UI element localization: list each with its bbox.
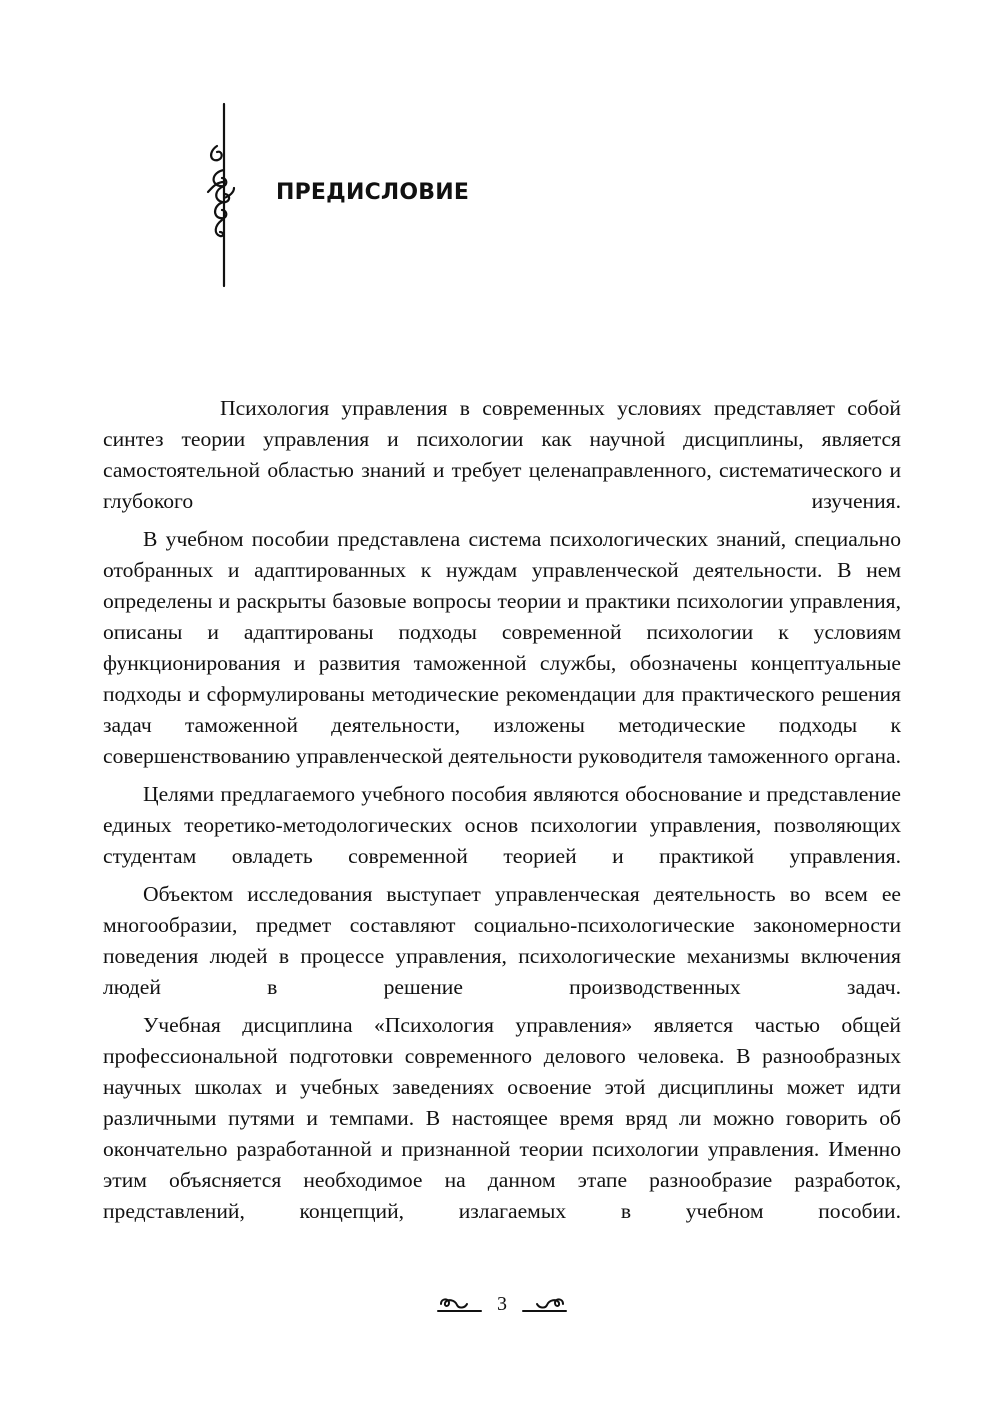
paragraph: Психология управления в современных условиях представляет собой синтез теории управления и психологии как научной дисциплины, является самостоятельной областью знаний и требует целенаправленного, систематического и глубокого изучения. bbox=[103, 396, 901, 513]
paragraph: Учебная дисциплина «Психология управления» является частью общей профессиональной подготовки современного делового человека. В разнообразных научных школах и учебных заведениях освоение этой дисциплины может идти различными путями и темпами. В настоящее время вряд ли можно говорить об окончательно разработанной и признанной теории психологии управления. Именно этим объясняется необходимое на данном этапе разнообразие разработок, представлений, концепций, излагаемых в учебном пособии. bbox=[103, 1013, 901, 1223]
flourish-left-icon bbox=[435, 1294, 483, 1314]
vertical-scroll-ornament-icon bbox=[200, 100, 244, 290]
page-title: ПРЕДИСЛОВИЕ bbox=[276, 180, 470, 205]
paragraph: Объектом исследования выступает управленческая деятельность во всем ее многообразии, предмет составляют социально-психологические закономерности поведения людей в процессе управления, психологические механизмы включения людей в решение производственных задач. bbox=[103, 882, 901, 999]
body-text bbox=[103, 393, 901, 1234]
paragraph: В учебном пособии представлена система психологических знаний, специально отобранных и адаптированных к нуждам управленческой деятельности. В нем определены и раскрыты базовые вопросы теории и практики психологии управления, описаны и адаптированы подходы современной психологии к условиям функционирования и развития таможенной службы, обозначены концептуальные подходы и сформулированы методические рекомендации для практического решения задач таможенной деятельности, изложены методические подходы к совершенствованию управленческой деятельности руководителя таможенного органа. bbox=[103, 527, 901, 768]
page-number: 3 bbox=[497, 1293, 507, 1315]
flourish-right-icon bbox=[521, 1294, 569, 1314]
paragraph: Целями предлагаемого учебного пособия являются обоснование и представление единых теоретико-методологических основ психологии управления, позволяющих студентам овладеть современной теорией и практикой управления. bbox=[103, 782, 901, 868]
page-footer bbox=[0, 1289, 1004, 1319]
